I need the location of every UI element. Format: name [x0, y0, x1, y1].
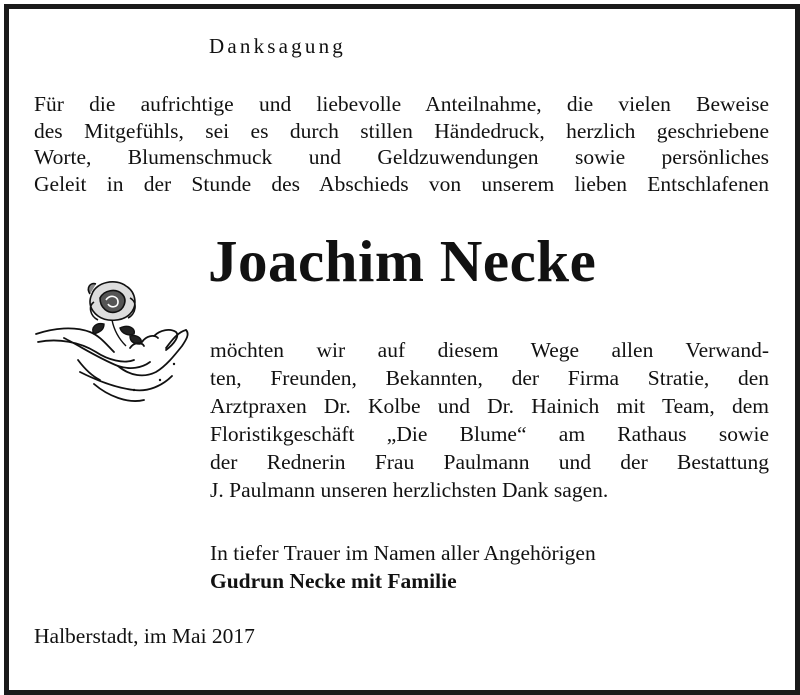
- intro-line: Worte, Blumenschmuck und Geldzuwendungen sowie persönliches: [34, 145, 769, 169]
- body-line: der Rednerin Frau Paulmann und der Bestattung: [210, 450, 769, 474]
- body-line: ten, Freunden, Bekannten, der Firma Stratie, den: [210, 366, 769, 390]
- intro-line: Geleit in der Stunde des Abschieds von unserem lieben Entschlafenen: [34, 171, 769, 196]
- place-date: Halberstadt, im Mai 2017: [34, 624, 255, 648]
- body-line: möchten wir auf diesem Wege allen Verwand-: [210, 338, 769, 362]
- body-paragraph: [210, 336, 769, 504]
- signature: Gudrun Necke mit Familie: [210, 569, 457, 593]
- intro-line: des Mitgefühls, sei es durch stillen Händedruck, herzlich geschriebene: [34, 118, 769, 143]
- body-line: Arztpraxen Dr. Kolbe und Dr. Hainich mit Team, dem: [210, 394, 769, 418]
- notice-heading: Danksagung: [209, 34, 346, 58]
- intro-paragraph: [34, 91, 769, 197]
- body-line: J. Paulmann unseren herzlichsten Dank sagen.: [210, 478, 609, 502]
- body-line: Floristikgeschäft „Die Blume“ am Rathaus sowie: [210, 422, 769, 446]
- deceased-name: Joachim Necke: [208, 228, 597, 294]
- hands-holding-rose-icon: [34, 272, 194, 412]
- intro-line: Für die aufrichtige und liebevolle Anteilnahme, die vielen Beweise: [34, 92, 769, 116]
- mourning-line: In tiefer Trauer im Namen aller Angehörigen: [210, 541, 596, 565]
